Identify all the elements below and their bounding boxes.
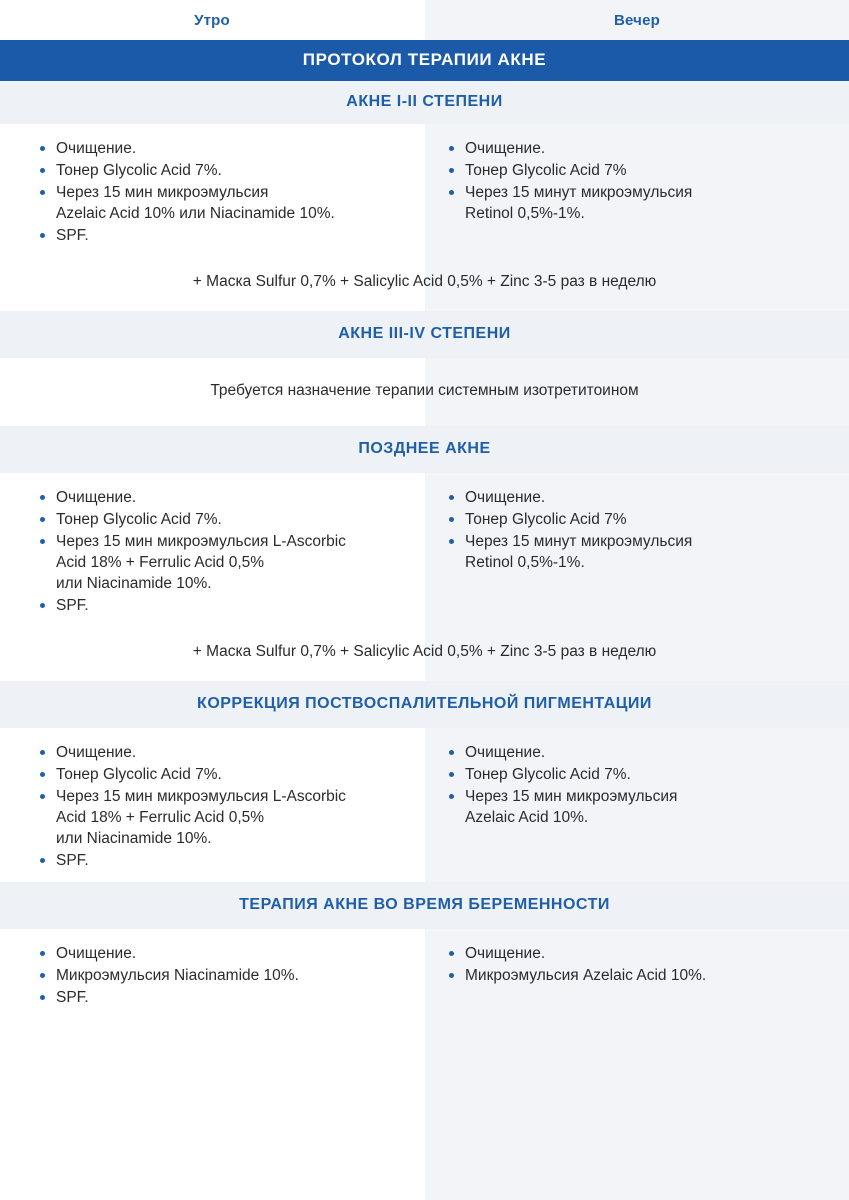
list-item <box>38 987 402 1008</box>
list-item <box>38 531 402 594</box>
list-item-label: Через 15 мин микроэмульсия <box>56 184 269 201</box>
list-item-label: Очищение. <box>56 140 137 157</box>
list-item-label: Тонер Glycolic Acid 7%. <box>56 162 222 179</box>
list-item-label: SPF. <box>56 597 89 614</box>
list-item-label: SPF. <box>56 989 89 1006</box>
list-item <box>38 850 402 871</box>
morning-column <box>0 124 424 257</box>
list-item <box>447 509 827 530</box>
list-item-label: Микроэмульсия Niacinamide 10%. <box>56 967 299 984</box>
list-item <box>38 764 402 785</box>
section-body-pigmentation <box>0 728 849 882</box>
list-item-label: Очищение. <box>465 945 546 962</box>
list-item-label-cont2: или Niacinamide 10%. <box>56 830 212 847</box>
list-item-label: Через 15 мин микроэмульсия L-Ascorbic <box>56 788 346 805</box>
section-heading-pregnancy: ТЕРАПИЯ АКНЕ ВО ВРЕМЯ БЕРЕМЕННОСТИ <box>0 882 849 929</box>
section-note-late-acne: + Маска Sulfur 0,7% + Salicylic Acid 0,5% + Zinc 3-5 раз в неделю <box>192 643 657 660</box>
morning-column <box>0 728 424 882</box>
list-item-label: SPF. <box>56 227 89 244</box>
section-heading-pigmentation: КОРРЕКЦИЯ ПОСТВОСПАЛИТЕЛЬНОЙ ПИГМЕНТАЦИИ <box>0 681 849 728</box>
list-item-label: Через 15 минут микроэмульсия <box>465 184 693 201</box>
section-body-pregnancy <box>0 929 849 1019</box>
list-item-label: Тонер Glycolic Acid 7%. <box>56 511 222 528</box>
list-item <box>447 742 827 763</box>
section-heading-acne-1-2: АКНЕ I-II СТЕПЕНИ <box>0 81 849 124</box>
list-item-label-cont: Azelaic Acid 10%. <box>465 809 589 826</box>
list-item-label: Очищение. <box>56 489 137 506</box>
list-item-label: SPF. <box>56 852 89 869</box>
list-item <box>447 786 827 828</box>
list-item-label: Микроэмульсия Azelaic Acid 10%. <box>465 967 707 984</box>
list-item <box>447 965 827 986</box>
list-item <box>447 531 827 573</box>
list-item-label: Очищение. <box>465 744 546 761</box>
section-body-late-acne <box>0 473 849 627</box>
column-header-morning: Утро <box>194 11 230 29</box>
list-item-label-cont: Acid 18% + Ferrulic Acid 0,5% <box>56 809 265 826</box>
morning-item-list <box>38 742 402 871</box>
list-item <box>38 742 402 763</box>
list-item-label: Очищение. <box>465 489 546 506</box>
list-item <box>38 595 402 616</box>
list-item-label-cont: Acid 18% + Ferrulic Acid 0,5% <box>56 554 265 571</box>
list-item-label: Тонер Glycolic Acid 7% <box>465 511 627 528</box>
list-item-label: Очищение. <box>465 140 546 157</box>
list-item <box>38 487 402 508</box>
evening-column <box>425 473 849 627</box>
evening-item-list <box>447 487 827 573</box>
list-item <box>447 764 827 785</box>
morning-item-list <box>38 138 402 246</box>
section-body-acne-1-2 <box>0 124 849 257</box>
morning-column <box>0 929 424 1019</box>
list-item <box>38 225 402 246</box>
list-item <box>38 138 402 159</box>
page-title: ПРОТОКОЛ ТЕРАПИИ АКНЕ <box>0 40 849 81</box>
list-item <box>38 160 402 181</box>
list-item <box>38 786 402 849</box>
list-item-label: Через 15 мин микроэмульсия <box>465 788 678 805</box>
column-header-evening: Вечер <box>613 11 660 29</box>
list-item <box>447 487 827 508</box>
list-item <box>38 965 402 986</box>
evening-column <box>425 728 849 882</box>
list-item-label: Очищение. <box>56 744 137 761</box>
list-item-label-cont: Retinol 0,5%-1%. <box>465 554 585 571</box>
list-item-label: Через 15 мин микроэмульсия L-Ascorbic <box>56 533 346 550</box>
list-item-label: Через 15 минут микроэмульсия <box>465 533 693 550</box>
evening-column <box>425 929 849 1019</box>
evening-item-list <box>447 943 827 986</box>
section-note-acne-3-4: Требуется назначение терапии системным изотретитоином <box>210 382 639 399</box>
section-heading-acne-3-4: АКНЕ III-IV СТЕПЕНИ <box>0 311 849 358</box>
evening-column <box>425 124 849 257</box>
list-item <box>38 943 402 964</box>
section-heading-late-acne: ПОЗДНЕЕ АКНЕ <box>0 426 849 473</box>
list-item-label-cont2: или Niacinamide 10%. <box>56 575 212 592</box>
list-item-label-cont: Azelaic Acid 10% или Niacinamide 10%. <box>56 205 335 222</box>
list-item <box>38 509 402 530</box>
morning-item-list <box>38 943 402 1008</box>
list-item <box>38 182 402 224</box>
evening-item-list <box>447 138 827 224</box>
list-item <box>447 943 827 964</box>
list-item <box>447 182 827 224</box>
morning-column <box>0 473 424 627</box>
section-note-acne-1-2: + Маска Sulfur 0,7% + Salicylic Acid 0,5% + Zinc 3-5 раз в неделю <box>192 273 657 290</box>
list-item-label-cont: Retinol 0,5%-1%. <box>465 205 585 222</box>
list-item-label: Тонер Glycolic Acid 7% <box>465 162 627 179</box>
evening-item-list <box>447 742 827 828</box>
list-item-label: Очищение. <box>56 945 137 962</box>
list-item <box>447 160 827 181</box>
list-item-label: Тонер Glycolic Acid 7%. <box>56 766 222 783</box>
list-item <box>447 138 827 159</box>
column-headers <box>0 0 849 40</box>
morning-item-list <box>38 487 402 616</box>
list-item-label: Тонер Glycolic Acid 7%. <box>465 766 631 783</box>
